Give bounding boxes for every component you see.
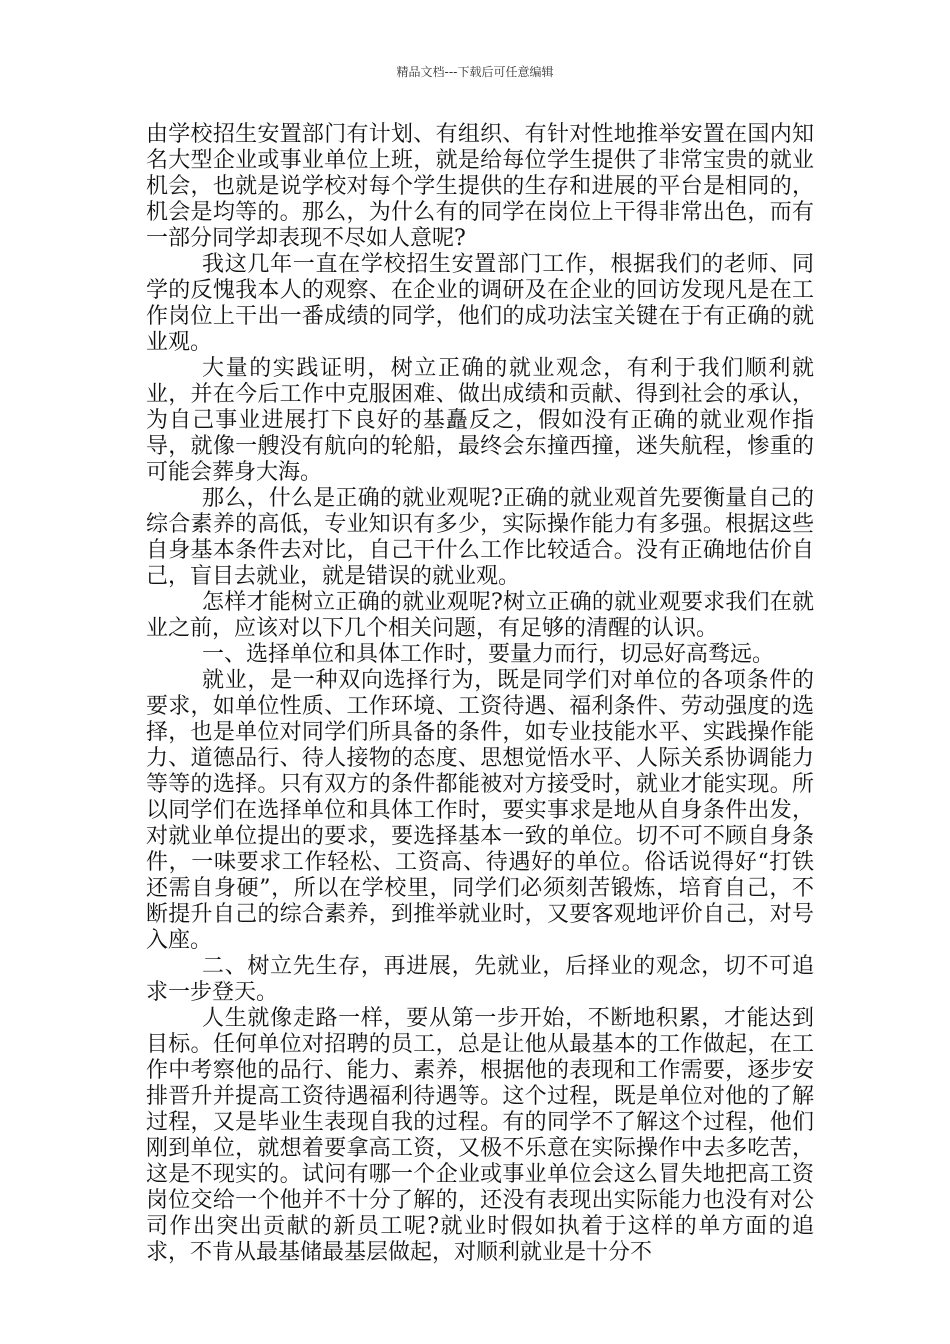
page-header: 精品文档---下载后可任意编辑: [396, 65, 554, 79]
section-heading-1: 一、选择单位和具体工作时，要量力而行，切忌好高骛远。: [202, 642, 775, 667]
paragraph-observation: 我这几年一直在学校招生安置部门工作，根据我们的老师、同学的反愧我本人的观察、在企业的调研及在企业的回访发现凡是在工作岗位上干出一番成绩的同学，他们的成功法宝关键在于有正确的就业观。: [146, 252, 814, 355]
paragraph-first-step: 人生就像走路一样，要从第一步开始，不断地积累，才能达到目标。任何单位对招聘的员工，总是让他从最基本的工作做起，在工作中考察他的品行、能力、素养，根据他的表现和工作需要，逐步安排晋升并提高工资待遇福利待遇等。这个过程，既是单位对他的了解过程，又是毕业生表现自我的过程。有的同学不了解这个过程，他们刚到单位，就想着要拿高工资，又极不乐意在实际操作中去多吃苦，这是不现实的。试问有哪一个企业或事业单位会这么冒失地把高工资岗位交给一个他并不十分了解的，还没有表现出实际能力也没有对公司作出突出贡献的新员工呢?就业时假如执着于这样的单方面的追求，不肯从最基储最基层做起，对顺利就业是十分不: [146, 1006, 814, 1265]
paragraph-continuation: 由学校招生安置部门有计划、有组织、有针对性地推举安置在国内知名大型企业或事业单位上班，就是给每位学生提供了非常宝贵的就业机会，也就是说学校对每个学生提供的生存和进展的平台是相同的，机会是均等的。那么，为什么有的同学在岗位上干得非常出色，而有一部分同学却表现不尽如人意呢?: [146, 122, 814, 251]
paragraph-two-way-selection: 就业，是一种双向选择行为，既是同学们对单位的各项条件的要求，如单位性质、工作环境、工资待遇、福利条件、劳动强度的选择，也是单位对同学们所具备的条件，如专业技能水平、实践操作能力、道德品行、待人接物的态度、思想觉悟水平、人际关系协调能力等等的选择。只有双方的条件都能被对方接受时，就业才能实现。所以同学们在选择单位和具体工作时，要实事求是地从自身条件出发，对就业单位提出的要求，要选择基本一致的单位。切不可不顾自身条件，一味要求工作轻松、工资高、待遇好的单位。俗话说得好“打铁还需自身硬”，所以在学校里，同学们必须刻苦锻炼，培育自己，不断提升自己的综合素养，到推举就业时，又要客观地评价自己，对号入座。: [146, 668, 814, 953]
paragraph-how-to: 怎样才能树立正确的就业观呢?树立正确的就业观要求我们在就业之前，应该对以下几个相关问题，有足够的清醒的认识。: [146, 590, 814, 641]
document-body: [146, 122, 814, 1266]
paragraph-practice: 大量的实践证明，树立正确的就业观念，有利于我们顺利就业，并在今后工作中克服困难、做出成绩和贡献、得到社会的承认，为自己事业进展打下良好的基矗反之，假如没有正确的就业观作指导，就像一艘没有航向的轮船，最终会东撞西撞，迷失航程，惨重的可能会葬身大海。: [146, 356, 814, 485]
section-heading-2: 二、树立先生存，再进展，先就业，后择业的观念，切不可追求一步登天。: [146, 954, 814, 1005]
paragraph-definition: 那么，什么是正确的就业观呢?正确的就业观首先要衡量自己的综合素养的高低，专业知识有多少，实际操作能力有多强。根据这些自身基本条件去对比，自己干什么工作比较适合。没有正确地估价自己，盲目去就业，就是错误的就业观。: [146, 486, 814, 589]
